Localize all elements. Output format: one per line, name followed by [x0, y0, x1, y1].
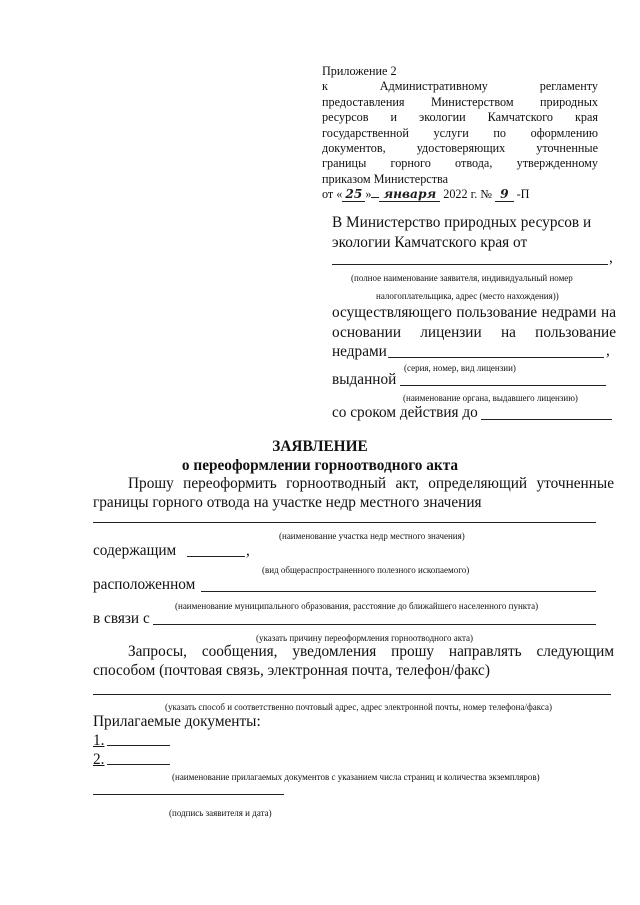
located-label: расположенном — [93, 576, 196, 593]
addressee-line: экологии Камчатского края от — [332, 233, 528, 251]
request-line: границы горного отвода на участке недр местного значения — [93, 494, 482, 511]
attached-item-number: 2. — [93, 751, 105, 768]
location-field[interactable] — [201, 591, 596, 592]
comma: , — [606, 342, 610, 359]
caption-mineral: (вид общераспространенного полезного ископаемого) — [262, 565, 470, 575]
contact-line: способом (почтовая связь, электронная почта, телефон/факс) — [93, 662, 490, 679]
contact-field[interactable] — [93, 694, 611, 695]
caption-applicant: (полное наименование заявителя, индивидуальный номер — [351, 273, 573, 283]
caption-signature: (подпись заявителя и дата) — [169, 808, 272, 818]
caption-applicant: налогоплательщика, адрес (место нахождения)) — [376, 291, 559, 301]
term-field[interactable] — [481, 419, 612, 420]
addressee-block — [332, 213, 616, 252]
order-number: 9 — [495, 187, 513, 202]
comma: , — [609, 249, 613, 266]
applicant-field[interactable] — [332, 264, 608, 265]
appendix-line: к Административному регламенту — [322, 79, 598, 94]
reason-label: в связи с — [93, 610, 150, 627]
issuer-field[interactable] — [400, 385, 606, 386]
site-field[interactable] — [93, 522, 596, 523]
appendix-line: документов, удостоверяющих уточненные — [322, 141, 598, 156]
addressee-line: В Министерство природных ресурсов и — [332, 214, 592, 231]
mineral-field[interactable] — [187, 556, 245, 557]
license-field[interactable] — [388, 357, 604, 358]
appendix-line: предоставления Министерством природных — [322, 94, 598, 109]
appendix-title: Приложение 2 — [322, 64, 397, 78]
caption-reason: (указать причину переоформления горноотводного акта) — [256, 633, 474, 643]
attached-label: Прилагаемые документы: — [93, 713, 261, 730]
comma: , — [246, 542, 250, 559]
appendix-line: государственной услуги по оформлению — [322, 125, 598, 140]
document-subtitle: о переоформлении горноотводного акта — [181, 457, 459, 474]
licensee-line: осуществляющего пользование недрами на — [332, 304, 616, 321]
appendix-line: ресурсов и экологии Камчатского края — [322, 110, 598, 125]
signature-field[interactable] — [93, 794, 284, 795]
term-label: со сроком действия до — [332, 404, 478, 421]
appendix-line: границы горного отвода, утвержденному — [322, 156, 598, 171]
caption-location: (наименование муниципального образования, расстояние до ближайшего населенного пункта) — [175, 601, 539, 611]
date-month: января — [379, 187, 440, 202]
appendix-date: от « 25 » января 2022 г. № 9 -П — [322, 187, 530, 202]
issued-label: выданной — [332, 371, 397, 388]
date-day: 25 — [342, 187, 365, 202]
licensee-line: основании лицензии на пользование — [332, 323, 616, 341]
caption-contact: (указать способ и соответственно почтовый адрес, адрес электронной почты, номер телефона/факса) — [165, 702, 553, 712]
appendix-line: приказом Министерства — [322, 171, 449, 186]
caption-license: (серия, номер, вид лицензии) — [404, 363, 516, 373]
attached-item-field[interactable] — [107, 745, 170, 746]
licensee-block — [332, 303, 616, 362]
document-title: ЗАЯВЛЕНИЕ — [272, 438, 368, 455]
caption-issuer: (наименование органа, выдавшего лицензию) — [403, 393, 578, 403]
caption-site: (наименование участка недр местного значения) — [279, 531, 465, 541]
attached-item-field[interactable] — [107, 764, 170, 765]
attached-item-number: 1. — [93, 732, 105, 749]
request-line: Прошу переоформить горноотводный акт, определяющий уточненные — [128, 475, 614, 492]
appendix-block — [322, 64, 598, 203]
contact-line: Запросы, сообщения, уведомления прошу направлять следующим — [128, 643, 614, 660]
licensee-line: недрами — [332, 343, 387, 360]
containing-label: содержащим — [93, 542, 177, 559]
reason-field[interactable] — [153, 624, 596, 625]
caption-docs: (наименование прилагаемых документов с указанием числа страниц и количества экземпляров) — [172, 772, 540, 782]
